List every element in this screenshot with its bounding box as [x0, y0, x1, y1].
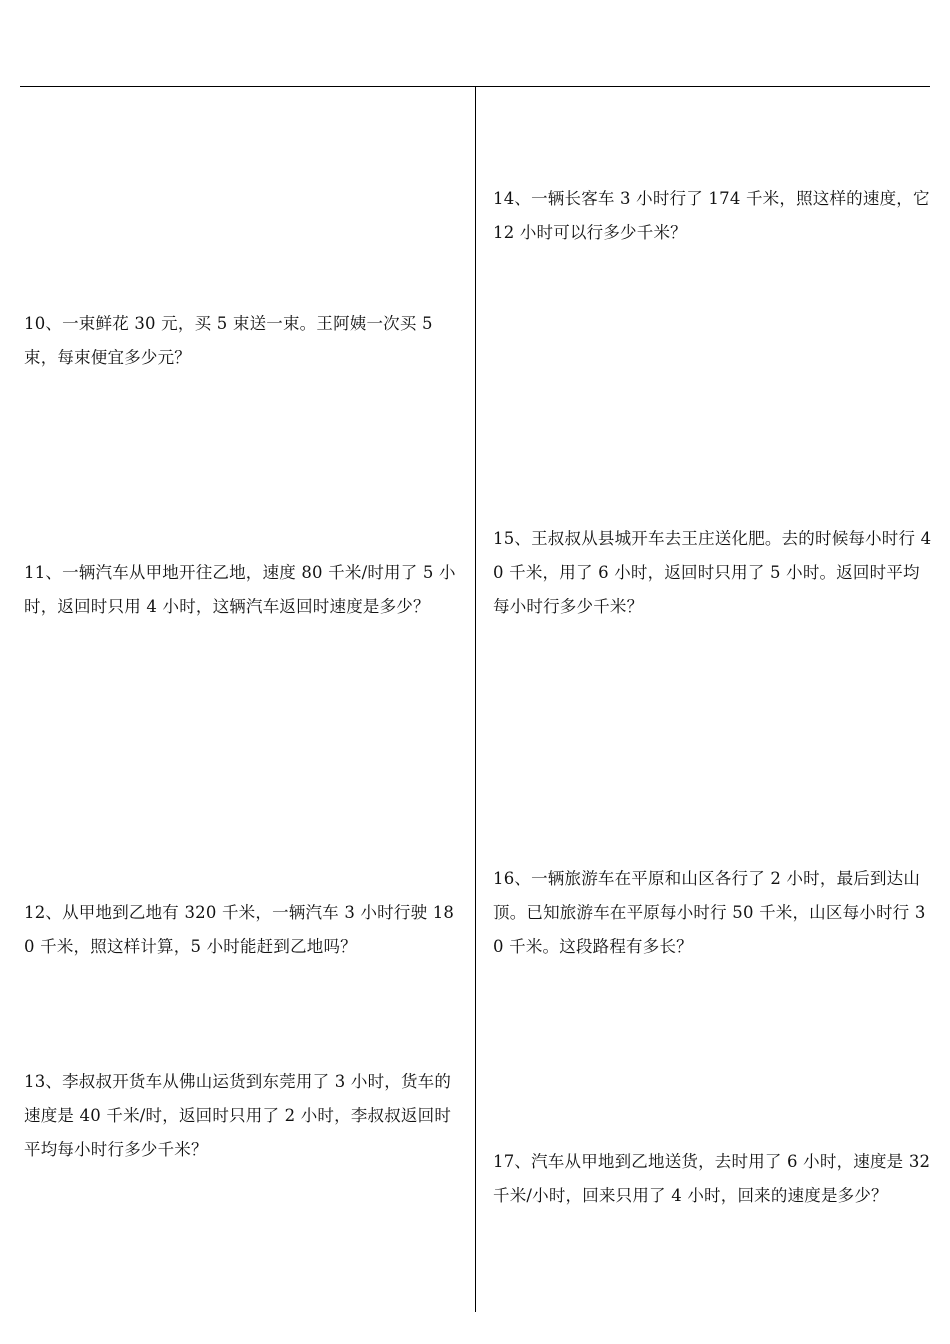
question-13: 13、李叔叔开货车从佛山运货到东莞用了 3 小时，货车的速度是 40 千米/时，返回时只用了 2 小时，李叔叔返回时平均每小时行多少千米？: [24, 1072, 452, 1159]
question-17: 17、汽车从甲地到乙地送货，去时用了 6 小时，速度是 32 千米/小时，回来只用了 4 小时，回来的速度是多少？: [493, 1152, 931, 1205]
question-16: 16、一辆旅游车在平原和山区各行了 2 小时，最后到达山顶。已知旅游车在平原每小时行 50 千米，山区每小时行 30 千米。这段路程有多长？: [493, 869, 926, 956]
question-15: 15、王叔叔从县城开车去王庄送化肥。去的时候每小时行 40 千米，用了 6 小时，返回时只用了 5 小时。返回时平均每小时行多少千米？: [493, 529, 932, 616]
question-10: 10、一束鲜花 30 元，买 5 束送一束。王阿姨一次买 5 束，每束便宜多少元？: [24, 314, 433, 367]
question-12: 12、从甲地到乙地有 320 千米，一辆汽车 3 小时行驶 180 千米，照这样计算，5 小时能赶到乙地吗？: [24, 903, 455, 956]
column-divider: [475, 86, 476, 1312]
question-14: 14、一辆长客车 3 小时行了 174 千米，照这样的速度，它 12 小时可以行多少千米？: [493, 189, 930, 242]
question-11: 11、一辆汽车从甲地开往乙地，速度 80 千米/时用了 5 小时，返回时只用 4 小时，这辆汽车返回时速度是多少？: [24, 563, 456, 616]
